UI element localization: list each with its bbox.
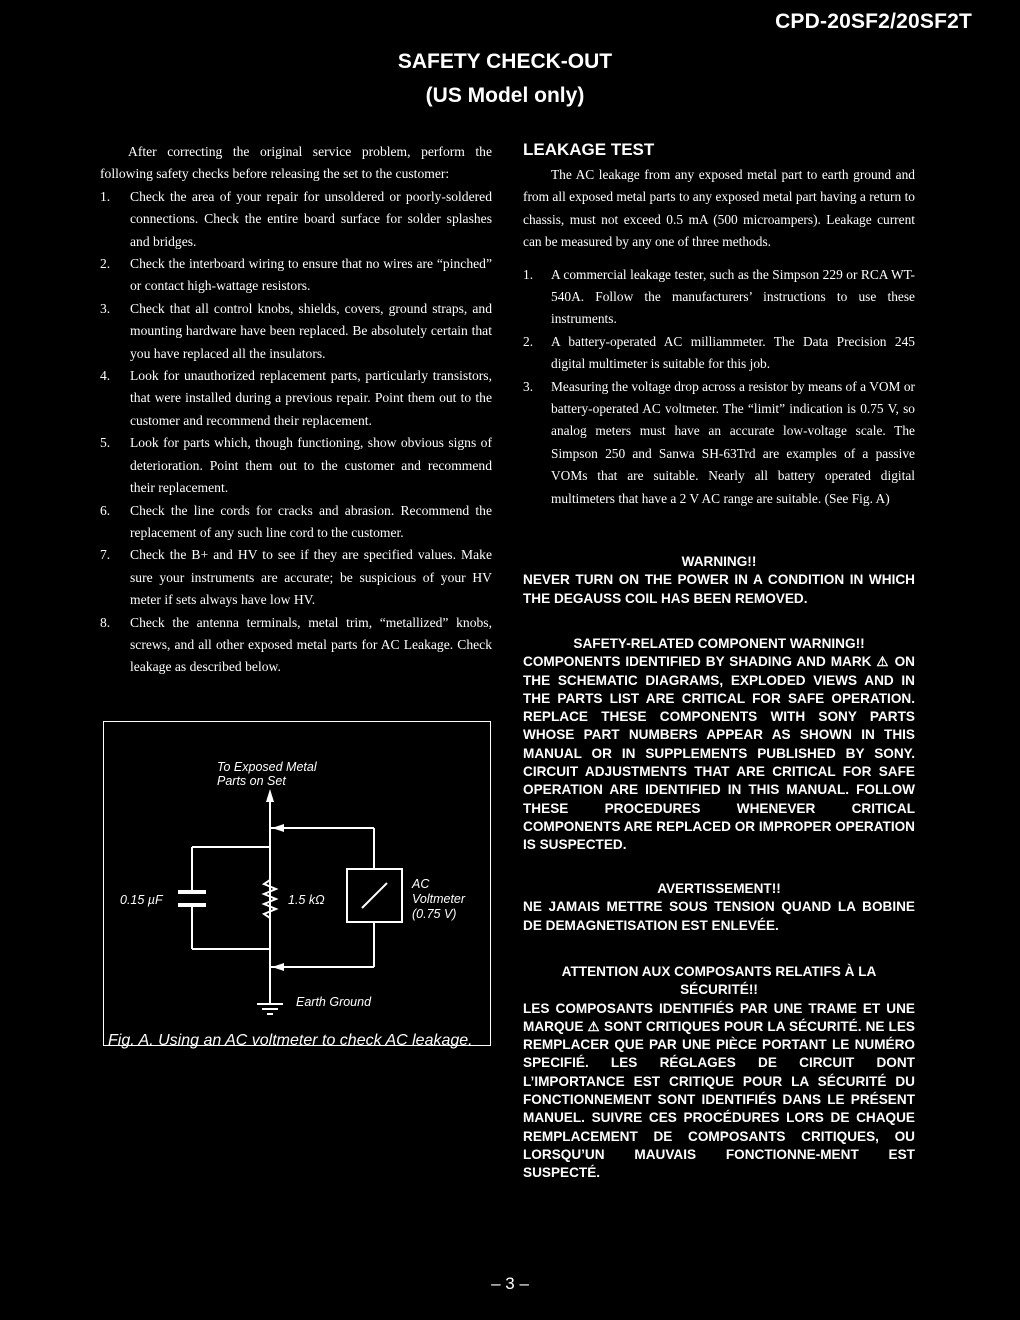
check-text: Check the line cords for cracks and abrasion. Recommend the replacement of any such line cord to the customer. — [130, 502, 492, 540]
resistor-label: 1.5 kΩ — [288, 893, 325, 907]
page-title: SAFETY CHECK-OUT — [397, 50, 613, 73]
meter-label-value: (0.75 V) — [412, 907, 457, 921]
check-text: Check the interboard wiring to ensure that no wires are “pinched” or contact high-wattage resistors. — [130, 256, 492, 294]
capacitor-label: 0.15 µF — [120, 893, 163, 907]
method-item — [523, 331, 915, 376]
attention-composants — [523, 963, 915, 1183]
figure-caption: Fig. A. Using an AC voltmeter to check AC leakage. — [108, 1032, 473, 1049]
method-number: 1. — [523, 266, 534, 282]
safety-warning-text: COMPONENTS IDENTIFIED BY SHADING AND MARK ⚠ ON THE SCHEMATIC DIAGRAMS, EXPLODED VIEWS AND IN THE PARTS LIST ARE CRITICAL FOR SAFE OPERATION. REPLACE THESE COMPONENTS WITH SONY PARTS WHOSE PART NUMBERS APPEAR AS SHOWN IN THIS MANUAL OR IN SUPPLEMENTS PUBLISHED BY SONY. CIRCUIT ADJUSTMENTS THAT ARE CRITICAL FOR SAFE OPERATION ARE IDENTIFIED IN THIS MANUAL. FOLLOW THESE PROCEDURES WHENEVER CRITICAL COMPONENTS ARE REPLACED OR IMPROPER OPERATION IS SUSPECTED. — [523, 654, 915, 853]
avertissement-text: NE JAMAIS METTRE SOUS TENSION QUAND LA BOBINE DE DEMAGNETISATION EST ENLEVÉE. — [523, 899, 915, 933]
check-number: 5. — [100, 435, 111, 451]
check-item — [100, 432, 492, 499]
check-item — [100, 500, 492, 545]
page-subtitle: (US Model only) — [425, 84, 585, 107]
check-text: Check the B+ and HV to see if they are specified values. Make sure your instruments are accurate; be suspicious of your HV meter if sets always have low HV. — [130, 547, 492, 608]
meter-label-ac: AC — [412, 877, 430, 891]
check-number: 7. — [100, 547, 111, 563]
attention-text: LES COMPOSANTS IDENTIFIÉS PAR UNE TRAME ET UNE MARQUE ⚠ SONT CRITIQUES POUR LA SÉCURITÉ. NE LES REMPLACER QUE PAR UNE PIÈCE PORTANT LE NUMÉRO SPECIFIÉ. LES RÉGLAGES DE CIRCUIT DONT L’IMPORTANCE EST CRITIQUE POUR LA SÉCURITÉ DU FONCTIONNEMENT SONT IDENTIFIÉS DANS LE PRÉSENT MANUEL. SUIVRE CES PROCÉDURES LORS DE CHAQUE REMPLACEMENT DE COMPOSANTS CRITIQUES, OU LORSQU’UN MAUVAIS FONCTIONNE-MENT EST SUSPECTÉ. — [523, 1000, 915, 1181]
check-item — [100, 253, 492, 298]
leakage-paragraph: The AC leakage from any exposed metal part to earth ground and from all exposed metal parts to any exposed metal part having a return to chassis, must not exceed 0.5 mA (500 microampers). Leakage current can be measured by any one of three methods. — [523, 167, 915, 250]
check-text: Look for unauthorized replacement parts, particularly transistors, that were installed during a previous repair. Point them out to the customer and recommend their replacement. — [130, 368, 492, 428]
avertissement — [523, 880, 915, 935]
safety-warning-heading: SAFETY-RELATED COMPONENT WARNING!! — [573, 636, 865, 651]
safety-component-warning — [523, 635, 915, 855]
check-item — [100, 365, 492, 432]
method-number: 3. — [523, 378, 534, 394]
check-number: 8. — [100, 614, 111, 630]
meter-label-voltmeter: Voltmeter — [412, 892, 466, 906]
check-item — [100, 298, 492, 365]
circuit-diagram — [104, 722, 492, 1047]
methods-list — [523, 264, 915, 510]
check-text: Check that all control knobs, shields, covers, ground straps, and mounting hardware have been replaced. Be absolutely certain that you have replaced all the insulators. — [130, 300, 492, 361]
attention-heading: ATTENTION AUX COMPOSANTS RELATIFS À LA SÉCURITÉ!! — [561, 964, 877, 998]
top-label-line2: Parts on Set — [217, 774, 286, 788]
check-item — [100, 544, 492, 611]
checks-list — [100, 186, 492, 679]
safety-checks-column — [100, 141, 492, 679]
method-text: Measuring the voltage drop across a resistor by means of a VOM or battery-operated AC voltmeter. The “limit” indication is 0.75 V, so analog meters must have an accurate low-voltage scale. The Simpson 250 and Sanwa SH-63Trd are examples of a passive VOMs that are suitable. Nearly all battery operated digital multimeters that have a 2 V AC range are suitable. (See Fig. A) — [551, 378, 915, 506]
check-number: 2. — [100, 256, 111, 272]
method-text: A battery-operated AC milliammeter. The Data Precision 245 digital multimeter is suitable for this job. — [551, 333, 915, 372]
arrow-up-icon — [266, 789, 274, 802]
avertissement-heading: AVERTISSEMENT!! — [657, 881, 781, 896]
check-number: 6. — [100, 502, 111, 518]
method-number: 2. — [523, 333, 534, 349]
method-item — [523, 264, 915, 331]
check-item — [100, 612, 492, 679]
intro-paragraph: After correcting the original service problem, perform the following safety checks before releasing the set to the customer: — [100, 144, 492, 182]
check-text: Check the antenna terminals, metal trim, “metallized” knobs, screws, and all other exposed metal parts for AC Leakage. Check leakage as described below. — [130, 614, 492, 675]
warning-text: NEVER TURN ON THE POWER IN A CONDITION IN WHICH THE DEGAUSS COIL HAS BEEN REMOVED. — [523, 572, 915, 606]
check-number: 1. — [100, 188, 111, 204]
degauss-warning — [523, 553, 915, 608]
leakage-test-section — [523, 140, 915, 510]
check-number: 3. — [100, 300, 111, 316]
arrow-left-icon — [272, 824, 284, 832]
top-label-line1: To Exposed Metal — [217, 760, 317, 774]
method-item — [523, 376, 915, 510]
arrow-left-icon — [272, 963, 284, 971]
check-text: Look for parts which, though functioning, show obvious signs of deterioration. Point them out to the customer and recommend their replacement. — [130, 435, 492, 496]
ground-label: Earth Ground — [296, 995, 372, 1009]
page-number: – 3 – — [491, 1274, 529, 1293]
leakage-circuit-figure — [103, 721, 491, 1049]
check-item — [100, 186, 492, 253]
method-text: A commercial leakage tester, such as the Simpson 229 or RCA WT-540A. Follow the manufacturers’ instructions to use these instruments. — [551, 266, 915, 327]
check-number: 4. — [100, 368, 111, 384]
warning-heading: WARNING!! — [681, 554, 757, 569]
model-number: CPD-20SF2/20SF2T — [775, 10, 972, 33]
leakage-heading: LEAKAGE TEST — [523, 140, 655, 159]
check-text: Check the area of your repair for unsoldered or poorly-soldered connections. Check the entire board surface for solder splashes and bridges. — [130, 188, 492, 249]
